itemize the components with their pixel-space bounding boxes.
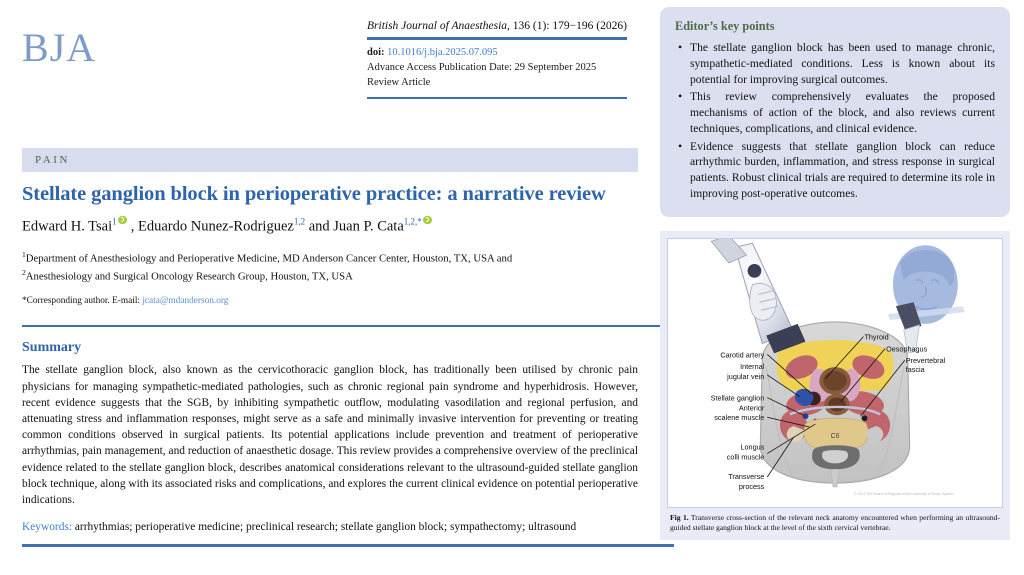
section-banner: [22, 148, 638, 172]
key-points-title: Editor’s key points: [675, 19, 775, 33]
author-separator: ,: [127, 217, 139, 234]
page-title: Stellate ganglion block in perioperative practice: a narrative review: [22, 183, 606, 205]
label-thyroid: Thyroid: [864, 332, 889, 342]
figure-caption: [667, 508, 1003, 537]
corresponding-author: [22, 296, 638, 306]
patient-head-inset: [888, 245, 965, 353]
label-transverse: Transverse: [728, 471, 765, 481]
key-point-item: • Evidence suggests that stellate ganglion block can reduce arrhythmic burden, inflammation, and stress response in surgical patients. Robust clinical trials are required to determine its role in improving post-operative outcomes.: [690, 139, 995, 202]
doi-link[interactable]: 10.1016/j.bja.2025.07.095: [387, 46, 498, 58]
summary-text: The stellate ganglion block, also known as the cervicothoracic ganglion block, has traditionally been utilised by chronic pain physicians for managing sympathetic-mediated pathologies, such as chronic regional pain syndrome and hyperhidrosis. However, recent evidence suggests that the SGB, by inhibiting sympathetic outflow, modulating vasodilation and regional perfusion, and attenuating stress and inflammation responses, might serve as a safe and minimally invasive intervention for preventing or treating common conditions observed in surgical patients. Its potential applications include prevention and treatment of perioperative arrhythmias, pain management, and reduction of anaesthetic dosage. This review provides a comprehensive overview of the preclinical evidence related to the stellate ganglion block, describes anatomical considerations relevant to the ultrasound-guided stellate ganglion block technique, along with its associated risks and complications, and explores the current clinical evidence on potential perioperative indications.: [22, 364, 638, 506]
figure-number: Fig 1.: [670, 512, 689, 522]
figure-image: [667, 238, 1003, 508]
affiliation-item: [22, 267, 638, 285]
doi-label: doi:: [367, 46, 385, 58]
figure-credit: © 2021 The Board of Regents of the University of Texas System: [853, 491, 954, 496]
label-oesophagus: Oesophagus: [886, 344, 928, 354]
divider-meta-bottom: [367, 97, 627, 99]
journal-volume-pages: , 136 (1): 179−196 (2026): [507, 20, 627, 32]
journal-meta: [367, 20, 641, 99]
label-prevertebral: Prevertebral: [905, 355, 946, 365]
affiliation-text: Department of Anesthesiology and Perioperative Medicine, MD Anderson Cancer Center, Houston, TX, USA and: [25, 252, 513, 265]
corresponding-email-link[interactable]: jcata@mdanderson.org: [142, 295, 229, 306]
keywords-values: arrhythmias; perioperative medicine; preclinical research; stellate ganglion block; sympathectomy; ultrasound: [74, 521, 577, 534]
label-colli-muscle: colli muscle: [726, 452, 765, 462]
publication-meta: [367, 40, 627, 95]
author-name: Juan P. Cata: [333, 217, 404, 234]
orcid-icon[interactable]: [423, 216, 432, 225]
neck-anatomy-illustration: [668, 239, 1002, 507]
keywords-label: Keywords:: [22, 521, 72, 534]
affiliation-marker: 1: [22, 249, 26, 259]
section-banner-label: PAIN: [35, 154, 71, 166]
label-scalene-muscle: scalene muscle: [714, 412, 765, 422]
label-fascia: fascia: [905, 364, 925, 374]
label-internal: Internal: [740, 361, 765, 371]
key-point-item: • This review comprehensively evaluates the proposed mechanisms of action of the block, and also reviews current techniques, complications, and clinical evidence.: [690, 89, 995, 136]
key-points-list: [675, 40, 995, 202]
label-longus: Longus: [740, 442, 765, 452]
author-affiliation-marker: 1: [112, 216, 117, 227]
figure-caption-text: Transverse cross-section of the relevant neck anatomy encountered when performing an ultrasound-guided stellate ganglion block at the level of the sixth cervical vertebrae.: [670, 512, 1000, 532]
author-name: Eduardo Nunez-Rodriguez: [138, 217, 294, 234]
journal-name: British Journal of Anaesthesia: [367, 20, 508, 32]
affiliation-marker: 2: [22, 267, 26, 277]
advance-access-line: Advance Access Publication Date: 29 September 2025: [367, 61, 597, 73]
affiliation-text: Anesthesiology and Surgical Oncology Research Group, Houston, TX, USA: [25, 270, 353, 283]
label-stellate-ganglion: Stellate ganglion: [710, 393, 765, 403]
label-anterior: Anterior: [738, 402, 765, 412]
bja-logo: BJA: [22, 25, 97, 70]
editors-key-points-box: [660, 7, 1010, 217]
label-process: process: [738, 481, 765, 491]
author-separator: and: [305, 217, 334, 234]
label-jugular-vein: jugular vein: [727, 371, 765, 381]
author-list: [22, 216, 638, 236]
author-affiliation-marker: 1,2,*: [403, 216, 422, 227]
figure-panel: [660, 231, 1010, 541]
article-type-line: Review Article: [367, 76, 431, 88]
affiliation-list: [22, 249, 638, 285]
divider-abstract-top: [22, 325, 674, 328]
label-carotid-artery: Carotid artery: [720, 349, 765, 359]
key-point-item: • The stellate ganglion block has been used to manage chronic, sympathetic-mediated conditions. Less is known about its potential for improving surgical outcomes.: [690, 40, 995, 87]
summary-heading: Summary: [22, 340, 82, 356]
ultrasound-probe: [711, 239, 805, 353]
keywords: [22, 519, 638, 535]
doi-line: [367, 45, 627, 60]
journal-citation: [367, 20, 627, 32]
vertebra-label: C6: [830, 432, 840, 440]
divider-abstract-bottom: [22, 544, 674, 547]
affiliation-item: [22, 249, 638, 267]
corresponding-label: *Corresponding author. E-mail:: [22, 295, 140, 306]
author-name: Edward H. Tsai: [22, 217, 113, 234]
author-affiliation-marker: 1,2: [293, 216, 306, 227]
masthead: [0, 0, 652, 112]
orcid-icon[interactable]: [118, 216, 127, 225]
sidebar-column: [652, 0, 1024, 575]
